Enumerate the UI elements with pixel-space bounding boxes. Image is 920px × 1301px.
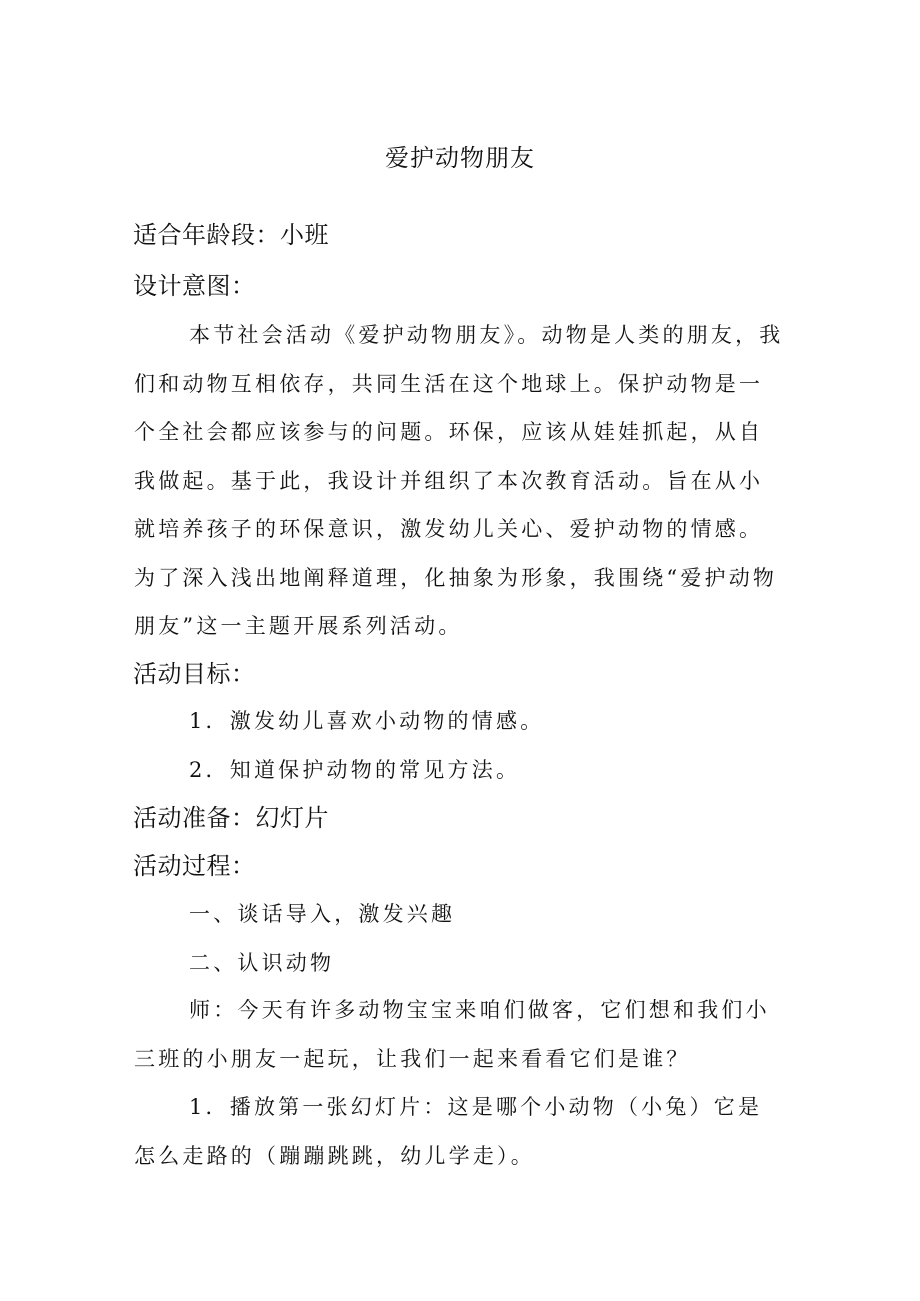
goal-item-1: 1．激发幼儿喜欢小动物的情感。 [189, 709, 545, 733]
age-heading: 适合年龄段：小班 [133, 221, 329, 249]
teacher-paragraph: 师：今天有许多动物宝宝来咱们做客，它们想和我们小三班的小朋友一起玩，让我们一起来看看它们是谁？ [134, 998, 770, 1071]
goals-heading: 活动目标： [133, 660, 256, 688]
document-title: 爱护动物朋友 [385, 144, 535, 172]
prep-heading: 活动准备：幻灯片 [133, 804, 329, 832]
intent-paragraph: 本节社会活动《爱护动物朋友》。动物是人类的朋友，我们和动物互相依存，共同生活在这个地球上。保护动物是一个全社会都应该参与的问题。环保，应该从娃娃抓起，从自我做起。基于此，我设计并组织了本次教育活动。旨在从小就培养孩子的环保意识，激发幼儿关心、爱护动物的情感。为了深入浅出地阐释道理，化抽象为形象，我围绕“爱护动物朋友”这一主题开展系列活动。 [134, 323, 784, 638]
intent-heading: 设计意图： [133, 272, 256, 300]
process-step-2: 二、认识动物 [189, 951, 335, 975]
goal-item-2: 2．知道保护动物的常见方法。 [189, 758, 521, 782]
process-step-1: 一、谈话导入，激发兴趣 [189, 902, 456, 926]
slide-line-2: 怎么走路的（蹦蹦跳跳，幼儿学走）。 [134, 1144, 535, 1168]
process-heading: 活动过程： [133, 852, 256, 880]
slide-line-1: 1．播放第一张幻灯片：这是哪个小动物（小兔）它是 [189, 1095, 763, 1119]
